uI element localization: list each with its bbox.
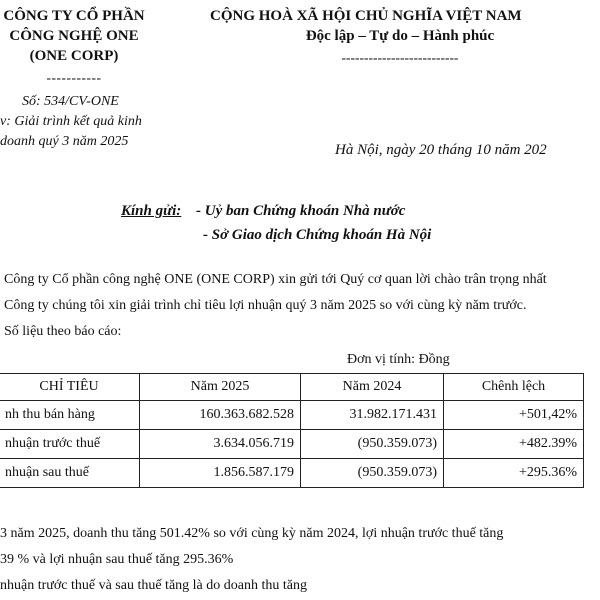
value-2024: 31.982.171.431 xyxy=(301,401,444,430)
footer-line-2: 39 % và lợi nhuận sau thuế tăng 295.36% xyxy=(0,552,234,567)
table-row xyxy=(0,459,584,488)
body-paragraph-3: Số liệu theo báo cáo: xyxy=(4,324,122,339)
row-label: nhuận trước thuế xyxy=(0,430,140,459)
value-difference: +482.39% xyxy=(444,430,584,459)
row-label: nh thu bán hàng xyxy=(0,401,140,430)
header-year-2024: Năm 2024 xyxy=(301,374,444,401)
subject-line-1: v: Giải trình kết quả kinh xyxy=(0,114,142,129)
body-paragraph-2: Công ty chúng tôi xin giải trình chỉ tiêu lợi nhuận quý 3 năm 2025 so với cùng kỳ năm trước. xyxy=(4,298,527,313)
footer-line-1: 3 năm 2025, doanh thu tăng 501.42% so với cùng kỳ năm 2024, lợi nhuận trước thuế tăng xyxy=(0,526,504,541)
document-number: Số: 534/CV-ONE xyxy=(22,94,119,109)
footer-line-3: nhuận trước thuế và sau thuế tăng là do doanh thu tăng xyxy=(0,578,307,593)
unit-label: Đơn vị tính: Đồng xyxy=(347,352,450,367)
company-divider: ----------- xyxy=(46,70,102,85)
table-header-row xyxy=(0,374,584,401)
national-divider: -------------------------- xyxy=(341,50,459,65)
header-year-2025: Năm 2025 xyxy=(140,374,301,401)
body-paragraph-1: Công ty Cổ phần công nghệ ONE (ONE CORP) xin gửi tới Quý cơ quan lời chào trân trọng nhất xyxy=(4,272,547,287)
subject-line-2: doanh quý 3 năm 2025 xyxy=(0,134,129,149)
company-name-line1: CÔNG TY CỔ PHẦN xyxy=(3,8,145,24)
value-2025: 160.363.682.528 xyxy=(140,401,301,430)
table-row xyxy=(0,430,584,459)
header-difference: Chênh lệch xyxy=(444,374,584,401)
recipient-label: Kính gửi: xyxy=(121,203,182,219)
row-label: nhuận sau thuế xyxy=(0,459,140,488)
national-title: CỘNG HOÀ XÃ HỘI CHỦ NGHĨA VIỆT NAM xyxy=(210,8,522,24)
national-motto: Độc lập – Tự do – Hành phúc xyxy=(305,28,495,44)
value-difference: +295.36% xyxy=(444,459,584,488)
company-name-line2: CÔNG NGHỆ ONE xyxy=(9,28,139,44)
recipient-line-1: - Uỷ ban Chứng khoán Nhà nước xyxy=(196,203,406,219)
value-2025: 1.856.587.179 xyxy=(140,459,301,488)
place-date: Hà Nội, ngày 20 tháng 10 năm 202 xyxy=(335,142,547,158)
company-name-line3: (ONE CORP) xyxy=(29,48,119,64)
value-2024: (950.359.073) xyxy=(301,430,444,459)
value-2024: (950.359.073) xyxy=(301,459,444,488)
report-table xyxy=(0,373,584,488)
value-2025: 3.634.056.719 xyxy=(140,430,301,459)
value-difference: +501,42% xyxy=(444,401,584,430)
table-row xyxy=(0,401,584,430)
header-indicator: CHỈ TIÊU xyxy=(0,374,140,401)
recipient-line-2: - Sở Giao dịch Chứng khoán Hà Nội xyxy=(203,227,432,243)
